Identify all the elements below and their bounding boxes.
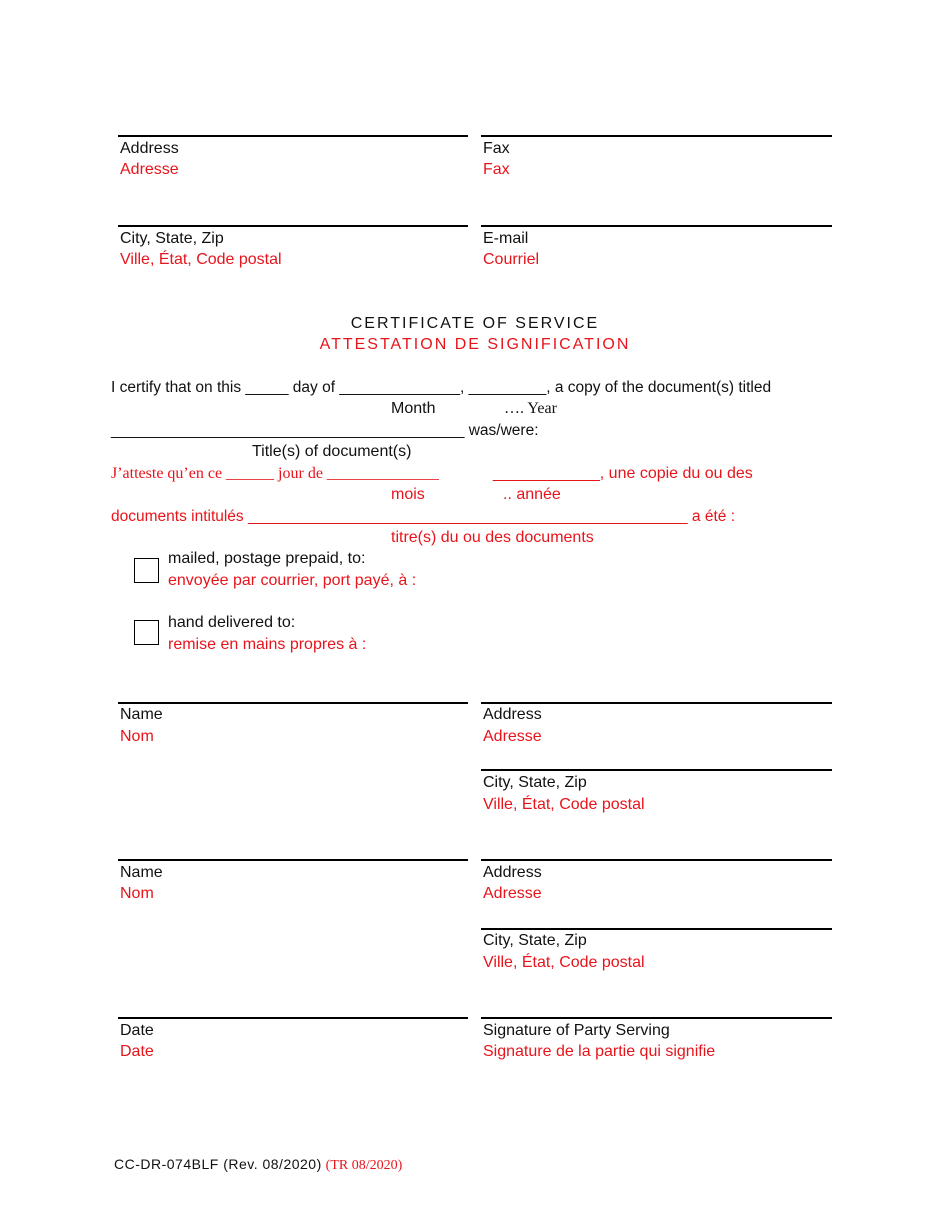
- certify-line-2: _________________________________________ was/were:: [111, 422, 539, 439]
- recipient-2-name-rule: [118, 859, 468, 861]
- recipient-2-address-rule: [481, 859, 832, 861]
- recipient-1-name-label-fr: Nom: [120, 728, 154, 745]
- fr-titles-caption: titre(s) du ou des documents: [391, 529, 594, 546]
- fax-rule: [481, 135, 832, 137]
- certify-fr-line-1a: J’atteste qu’en ce ______ jour de ______________: [111, 465, 439, 482]
- recipient-1-city-label: City, State, Zip: [483, 774, 587, 791]
- mois-caption: mois: [391, 486, 425, 503]
- mailed-label: mailed, postage prepaid, to:: [168, 550, 366, 567]
- address-rule: [118, 135, 468, 137]
- hand-delivered-checkbox[interactable]: [134, 620, 159, 645]
- recipient-2-city-label-fr: Ville, État, Code postal: [483, 954, 645, 971]
- signature-label-fr: Signature de la partie qui signifie: [483, 1043, 716, 1060]
- hand-delivered-label-fr: remise en mains propres à :: [168, 636, 367, 653]
- certify-line-1: I certify that on this _____ day of ______________, _________, a copy of the document(s) titled: [111, 379, 772, 396]
- recipient-2-name-label: Name: [120, 864, 163, 881]
- address-label-fr: Adresse: [120, 161, 179, 178]
- page-title: CERTIFICATE OF SERVICE: [350, 315, 600, 332]
- recipient-1-address-label: Address: [483, 706, 542, 723]
- recipient-2-address-label-fr: Adresse: [483, 885, 542, 902]
- fax-label-fr: Fax: [483, 161, 510, 178]
- email-rule: [481, 225, 832, 227]
- mailed-checkbox[interactable]: [134, 558, 159, 583]
- fax-label: Fax: [483, 140, 510, 157]
- mailed-label-fr: envoyée par courrier, port payé, à :: [168, 572, 417, 589]
- form-code: CC-DR-074BLF (Rev. 08/2020): [114, 1156, 322, 1172]
- form-footer: [114, 1156, 402, 1174]
- city-rule: [118, 225, 468, 227]
- recipient-1-address-label-fr: Adresse: [483, 728, 542, 745]
- signature-label: Signature of Party Serving: [483, 1022, 670, 1039]
- recipient-1-name-rule: [118, 702, 468, 704]
- hand-delivered-label: hand delivered to:: [168, 614, 296, 631]
- recipient-2-name-label-fr: Nom: [120, 885, 154, 902]
- recipient-2-city-label: City, State, Zip: [483, 932, 587, 949]
- titles-caption: Title(s) of document(s): [252, 443, 412, 460]
- recipient-1-city-rule: [481, 769, 832, 771]
- city-label-fr: Ville, État, Code postal: [120, 251, 282, 268]
- certify-fr-line-1b: ____________, une copie du ou des: [493, 465, 753, 482]
- signature-rule: [481, 1017, 832, 1019]
- email-label-fr: Courriel: [483, 251, 540, 268]
- date-label-fr: Date: [120, 1043, 154, 1060]
- address-label: Address: [120, 140, 179, 157]
- month-caption: Month: [391, 400, 436, 417]
- city-label: City, State, Zip: [120, 230, 224, 247]
- recipient-1-name-label: Name: [120, 706, 163, 723]
- recipient-1-city-label-fr: Ville, État, Code postal: [483, 796, 645, 813]
- page-title-fr: ATTESTATION DE SIGNIFICATION: [319, 336, 631, 353]
- date-label: Date: [120, 1022, 154, 1039]
- certify-fr-line-2: documents intitulés ___________________________________________________ a été :: [111, 508, 736, 525]
- date-rule: [118, 1017, 468, 1019]
- year-caption: …. Year: [504, 400, 557, 417]
- translation-revision: (TR 08/2020): [325, 1158, 403, 1173]
- recipient-2-address-label: Address: [483, 864, 542, 881]
- email-label: E-mail: [483, 230, 529, 247]
- annee-caption: .. année: [503, 486, 561, 503]
